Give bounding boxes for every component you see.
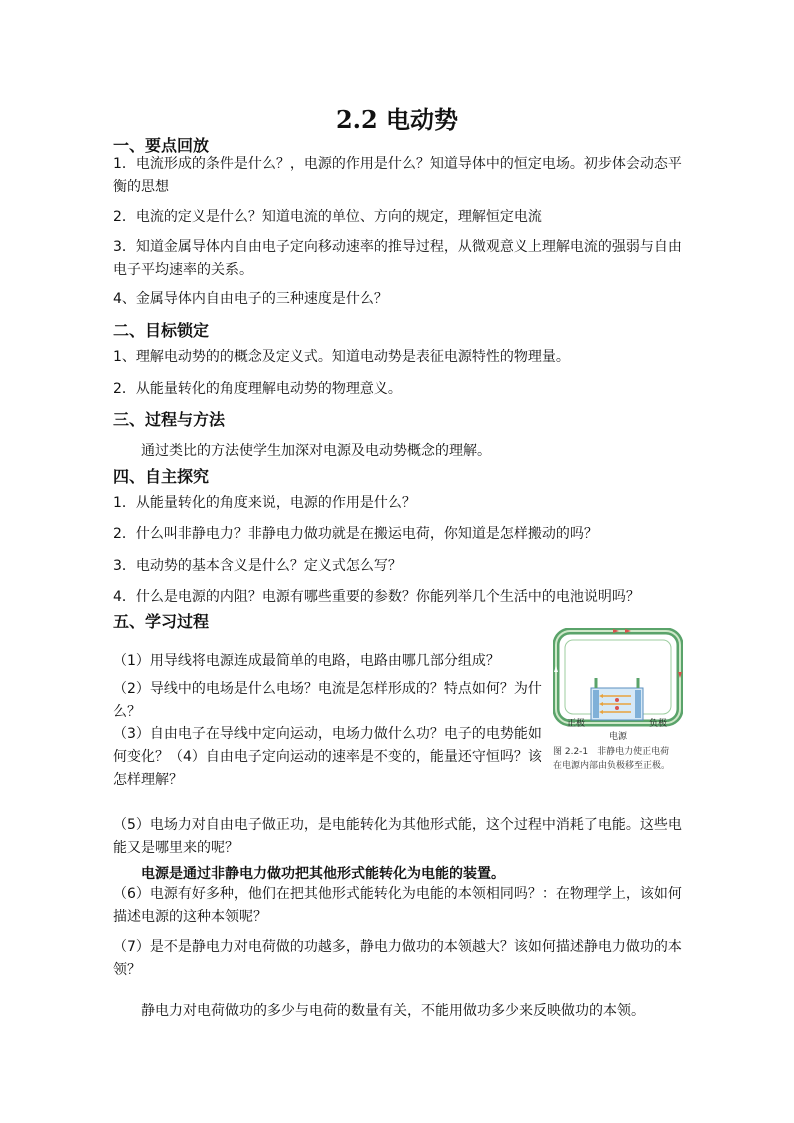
goals-item-2: 2．从能量转化的角度理解电动势的物理意义。 [113,381,402,397]
figure-caption-line-1: 图 2.2-1 非静电力使正电荷 [553,747,670,757]
section-heading-goals: 二、目标锁定 [113,321,210,340]
circuit-figure [553,628,683,776]
source-label: 电源 [609,732,628,742]
explore-item-4: 4．什么是电源的内阻？电源有哪些重要的参数？你能列举几个生活中的电池说明吗？ [113,589,640,605]
process-closing: 静电力对电荷做功的多少与电荷的数量有关，不能用做功多少来反映做功的本领。 [141,1003,645,1019]
section-heading-explore: 四、自主探究 [113,467,210,486]
negative-terminal-label: 负极 [649,719,668,729]
review-item-3: 3．知道金属导体内自由电子定向移动速率的推导过程，从微观意义上理解电流的强弱与自由电子平均速率的关系。 [113,239,682,278]
process-statement: 电源是通过非静电力做功把其他形式能转化为电能的装置。 [141,866,505,882]
process-q6: （6）电源有好多种，他们在把其他形式能转化为电能的本领相同吗？：在物理学上，该如何描述电源的这种本领呢？ [113,886,682,925]
process-q3-q4: （3）自由电子在导线中定向运动，电场力做什么功？电子的电势能如何变化？（4）自由电子定向运动的速率是不变的，能量还守恒吗？该怎样理解？ [113,726,542,788]
goals-item-1: 1、理解电动势的的概念及定义式。知道电动势是表征电源特性的物理量。 [113,349,570,365]
positive-terminal-label: 正极 [567,719,586,729]
method-text: 通过类比的方法使学生加深对电源及电动势概念的理解。 [141,443,491,459]
process-q2: （2）导线中的电场是什么电场？电流是怎样形成的？特点如何？为什么？ [113,681,542,720]
section-heading-review: 一、要点回放 [113,136,210,155]
process-q1: （1）用导线将电源连成最简单的电路，电路由哪几部分组成？ [113,653,500,669]
page-title: 2.2 电动势 [335,105,459,134]
process-q7: （7）是不是静电力对电荷做的功越多，静电力做功的本领越大？该如何描述静电力做功的本领？ [113,939,682,978]
explore-item-1: 1．从能量转化的角度来说，电源的作用是什么？ [113,495,416,511]
process-q5: （5）电场力对自由电子做正功，是电能转化为其他形式能，这个过程中消耗了电能。这些电能又是哪里来的呢？ [113,817,682,856]
review-item-4: 4、金属导体内自由电子的三种速度是什么？ [113,291,388,307]
figure-caption-line-2: 在电源内部由负极移至正极。 [553,761,671,771]
explore-item-2: 2．什么叫非静电力？非静电力做功就是在搬运电荷，你知道是怎样搬动的吗？ [113,526,598,542]
explore-item-3: 3．电动势的基本含义是什么？定义式怎么写？ [113,558,402,574]
section-heading-process: 五、学习过程 [113,612,210,631]
review-item-1: 1．电流形成的条件是什么？，电源的作用是什么？知道导体中的恒定电场。初步体会动态平衡的思想 [113,156,682,195]
section-heading-method: 三、过程与方法 [113,410,226,429]
review-item-2: 2．电流的定义是什么？知道电流的单位、方向的规定，理解恒定电流 [113,209,542,225]
